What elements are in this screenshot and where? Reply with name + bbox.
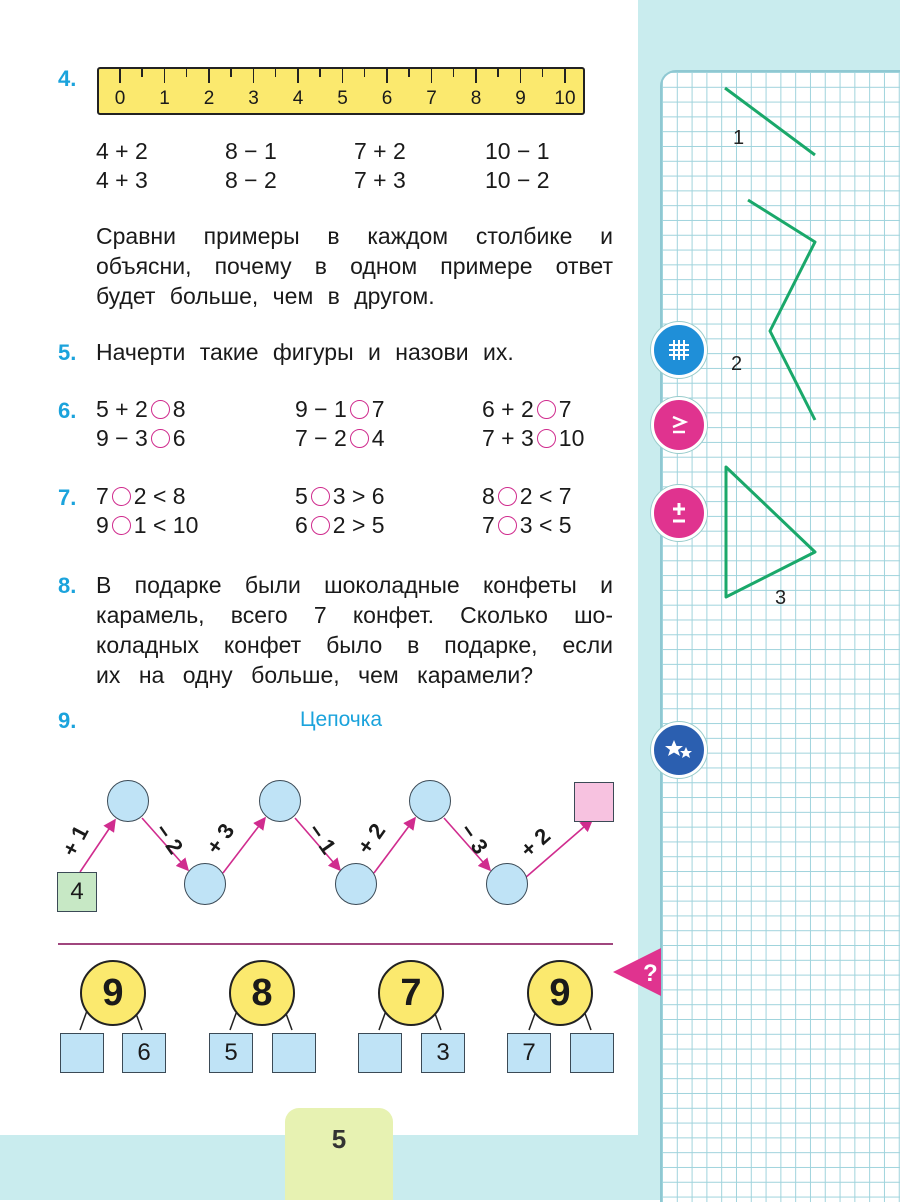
compare-expression: 9 − 1 7 <box>295 396 385 422</box>
task-number: 8. <box>58 573 77 598</box>
expression: 7 + 3 <box>354 167 406 193</box>
sign-expression: 6 2 > 5 <box>295 512 385 538</box>
chain-circle[interactable] <box>107 780 149 822</box>
task-text: будет больше, чем в другом. <box>96 283 435 309</box>
shape-2-polyline <box>748 200 815 420</box>
number-house-right[interactable]: 3 <box>421 1033 465 1073</box>
chain-circle[interactable] <box>409 780 451 822</box>
sign-expression: 5 3 > 6 <box>295 483 385 509</box>
sign-expression: 8 2 < 7 <box>482 483 572 509</box>
shape-label: 3 <box>775 587 787 609</box>
chain-operation: − 2 <box>149 818 189 859</box>
expression: 10 − 1 <box>485 138 550 164</box>
ruler-label: 0 <box>114 88 126 109</box>
chain-end-box[interactable] <box>574 782 614 822</box>
compare-expression: 5 + 2 8 <box>96 396 186 422</box>
chain-circle[interactable] <box>486 863 528 905</box>
task-number: 6. <box>58 398 77 423</box>
expression: 8 − 1 <box>225 138 277 164</box>
task-number: 7. <box>58 485 77 510</box>
ruler-label: 10 <box>554 88 576 109</box>
expression: 10 − 2 <box>485 167 550 193</box>
chain-circle[interactable] <box>335 863 377 905</box>
compare-expression: 7 − 2 4 <box>295 425 385 451</box>
ruler-label: 7 <box>426 88 437 109</box>
chain-title: Цепочка <box>300 708 383 731</box>
shape-label: 2 <box>731 353 743 375</box>
number-house-right[interactable]: 6 <box>122 1033 166 1073</box>
task-text: В подарке были шоколадные конфеты и <box>96 572 613 598</box>
task-text: коладных конфет было в подарке, если <box>96 632 613 658</box>
compare-expression: 7 + 3 10 <box>482 425 585 451</box>
number-house-top: 9 <box>527 960 593 1026</box>
expression: 4 + 3 <box>96 167 148 193</box>
chain-operation: + 2 <box>515 822 556 863</box>
ruler-label: 3 <box>248 88 259 109</box>
number-house-left[interactable]: 5 <box>209 1033 253 1073</box>
number-house-left[interactable] <box>60 1033 104 1073</box>
question-icon[interactable] <box>613 948 661 996</box>
stars-icon[interactable] <box>651 722 707 778</box>
number-house-right[interactable] <box>570 1033 614 1073</box>
expression: 4 + 2 <box>96 138 148 164</box>
ruler-label: 5 <box>337 88 348 109</box>
number-house-right[interactable] <box>272 1033 316 1073</box>
task-text: Начерти такие фигуры и назови их. <box>96 339 514 365</box>
shapes-drawing <box>660 70 900 670</box>
number-house-left[interactable]: 7 <box>507 1033 551 1073</box>
sign-expression: 7 3 < 5 <box>482 512 572 538</box>
expression: 7 + 2 <box>354 138 406 164</box>
chain-operation: + 1 <box>56 821 94 861</box>
expression: 8 − 2 <box>225 167 277 193</box>
sign-expression: 7 2 < 8 <box>96 483 186 509</box>
compare-expression: 9 − 3 6 <box>96 425 186 451</box>
page-number: 5 <box>285 1108 393 1200</box>
chain-start-box: 4 <box>57 872 97 912</box>
shape-label: 1 <box>733 127 745 149</box>
ruler-label: 4 <box>292 88 304 109</box>
task-text: карамель, всего 7 конфет. Сколько шо- <box>96 602 613 628</box>
task-number: 9. <box>58 708 77 733</box>
ruler-label: 8 <box>470 88 482 109</box>
chain-operation: − 3 <box>454 818 494 859</box>
chain-circle[interactable] <box>184 863 226 905</box>
compare-expression: 6 + 2 7 <box>482 396 572 422</box>
ruler-label: 2 <box>203 88 215 109</box>
sign-expression: 9 1 < 10 <box>96 512 199 538</box>
svg-text:?: ? <box>643 960 658 987</box>
ruler-label: 6 <box>381 88 393 109</box>
task-number: 4. <box>58 66 77 91</box>
number-house-top: 9 <box>80 960 146 1026</box>
task-text: их на одну больше, чем карамели? <box>96 662 533 688</box>
chain-circle[interactable] <box>259 780 301 822</box>
chain-operation: + 3 <box>201 818 240 859</box>
number-house-top: 7 <box>378 960 444 1026</box>
number-house-left[interactable] <box>358 1033 402 1073</box>
task-text: Сравни примеры в каждом столбике и <box>96 223 613 249</box>
number-house-top: 8 <box>229 960 295 1026</box>
task-text: объясни, почему в одном примере ответ <box>96 253 613 279</box>
task-number: 5. <box>58 340 77 365</box>
ruler-label: 9 <box>515 88 526 109</box>
divider <box>58 943 613 945</box>
ruler-label: 1 <box>159 88 170 109</box>
shape-3-triangle <box>726 467 815 597</box>
chain-operation: − 1 <box>302 818 342 859</box>
chain-operation: + 2 <box>352 818 391 859</box>
